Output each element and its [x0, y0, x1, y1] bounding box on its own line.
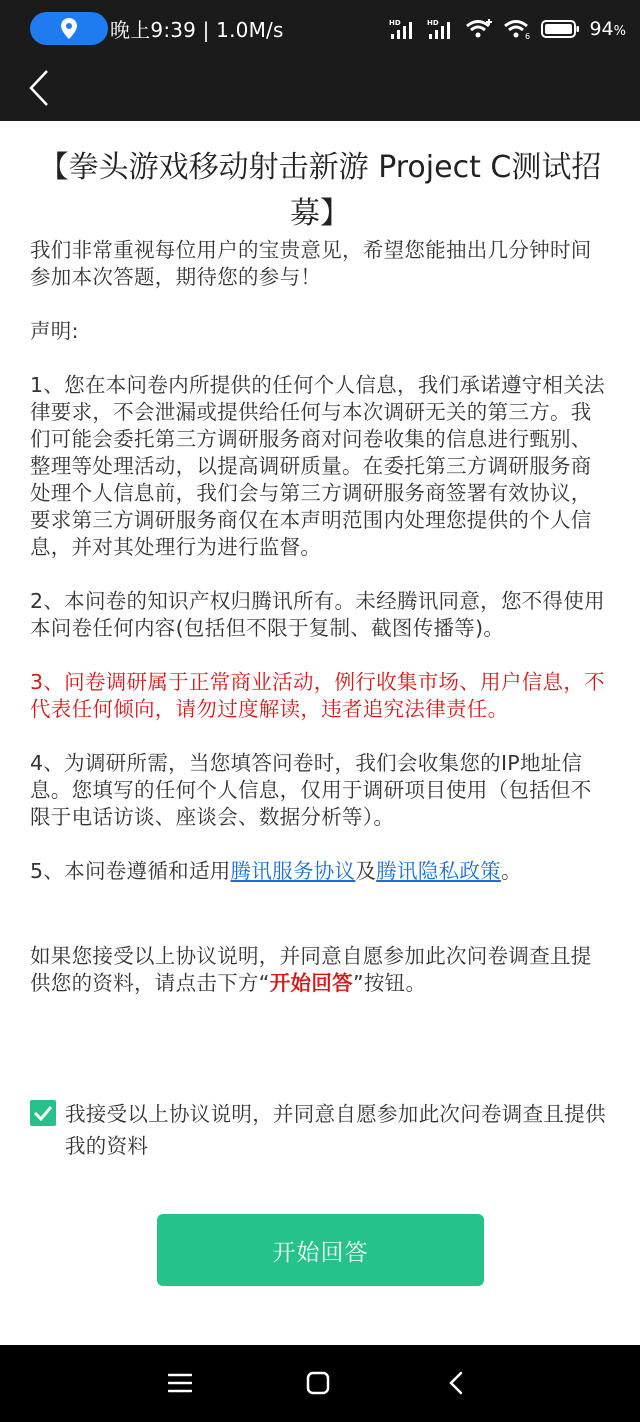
status-icons [389, 14, 626, 44]
tencent-service-agreement-link[interactable]: 腾讯服务协议 [230, 859, 356, 883]
home-icon [306, 1371, 330, 1395]
back-button[interactable] [22, 66, 56, 110]
consent-note [30, 943, 610, 997]
wifi-6-icon [503, 18, 533, 40]
clause-5-prefix: 5、本问卷遵循和适用 [30, 859, 231, 883]
back-icon [448, 1371, 464, 1395]
tencent-privacy-policy-link[interactable]: 腾讯隐私政策 [376, 859, 501, 883]
battery-icon [541, 19, 581, 39]
clause-1: 1、您在本问卷内所提供的任何个人信息，我们承诺遵守相关法律要求，不会泄漏或提供给任何与本次调研无关的第三方。我们可能会委托第三方调研服务商对问卷收集的信息进行甄别、整理等处理活动，以提高调研质量。在委托第三方调研服务商处理个人信息前，我们会与第三方调研服务商签署有效协议，要求第三方调研服务商仅在本声明范围内处理您提供的个人信息，并对其处理行为进行监督。 [30, 373, 605, 559]
svg-text:HD: HD [389, 19, 402, 27]
start-answer-button[interactable]: 开始回答 [157, 1214, 484, 1286]
clause-5 [30, 858, 610, 885]
status-bar [0, 0, 640, 58]
declaration-label: 声明: [30, 319, 79, 343]
battery-percent: 94% [589, 18, 626, 40]
menu-icon [168, 1372, 192, 1394]
svg-text:HD: HD [427, 19, 440, 27]
clause-5-middle: 及 [355, 859, 377, 883]
consent-note-highlight: 开始回答 [269, 971, 353, 995]
consent-note-prefix: 如果您接受以上协议说明，并同意自愿参加此次问卷调查且提供您的资料，请点击下方“ [30, 944, 592, 995]
svg-text:6: 6 [525, 32, 531, 40]
intro-text: 我们非常重视每位用户的宝贵意见，希望您能抽出几分钟时间参加本次答题，期待您的参与！ [30, 238, 592, 289]
page-title: 【拳头游戏移动射击新游 Project C测试招募】 [38, 150, 602, 231]
checkmark-icon [33, 1105, 53, 1121]
location-pill[interactable] [30, 12, 108, 45]
clause-2: 2、本问卷的知识产权归腾讯所有。未经腾讯同意，您不得使用本问卷任何内容(包括但不限于复制、截图传播等)。 [30, 589, 605, 640]
top-nav-bar [0, 58, 640, 121]
clause-3-warning: 3、问卷调研属于正常商业活动，例行收集市场、用户信息，不代表任何倾向，请勿过度解读，违者追究法律责任。 [30, 670, 605, 721]
status-time: 晚上9:39 | 1.0M/s [110, 18, 284, 42]
system-back-button[interactable] [436, 1365, 476, 1401]
hd-signal-icon [389, 18, 419, 40]
hd-signal-icon [427, 18, 457, 40]
agree-checkbox-row[interactable] [30, 1098, 610, 1162]
menu-button[interactable] [160, 1365, 200, 1401]
wifi-plus-icon [465, 18, 495, 40]
location-icon [61, 18, 77, 39]
agree-checkbox[interactable] [30, 1100, 56, 1126]
system-nav-bar [0, 1345, 640, 1422]
consent-note-suffix: ”按钮。 [352, 971, 427, 995]
clause-5-suffix: 。 [500, 859, 522, 883]
chevron-left-icon [28, 69, 50, 107]
agree-checkbox-label: 我接受以上协议说明，并同意自愿参加此次问卷调查且提供我的资料 [65, 1102, 606, 1158]
home-button[interactable] [298, 1365, 338, 1401]
survey-intro-content [0, 121, 640, 1345]
clause-4: 4、为调研所需，当您填答问卷时，我们会收集您的IP地址信息。您填写的任何个人信息，仅用于调研项目使用（包括但不限于电话访谈、座谈会、数据分析等）。 [30, 751, 592, 829]
